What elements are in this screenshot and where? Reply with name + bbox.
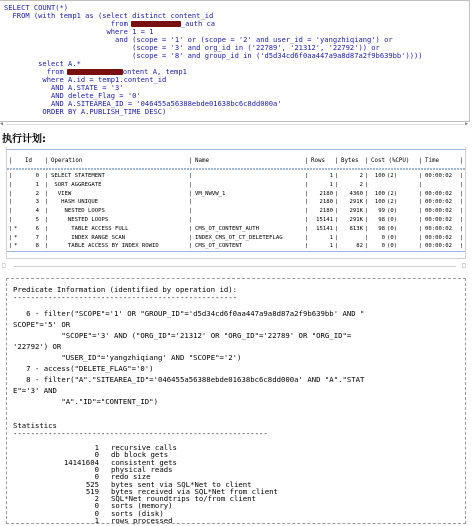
section-divider xyxy=(0,262,470,270)
table-cell: CMS_OT_CONTENT xyxy=(195,243,243,250)
table-cell: CMS_OT_CONTENT_AUTH xyxy=(195,225,259,232)
sql-line: from ontent A, temp1 xyxy=(4,67,187,76)
col-bytes: Bytes xyxy=(341,158,359,164)
sql-line: (scope = '3' and org_id in ('22789', '21312', '22792')) or xyxy=(4,43,380,52)
table-cell: 15141 xyxy=(316,225,333,232)
table-cell: 291K xyxy=(349,217,363,223)
statistics-underline: ---------------------------------------------------------- xyxy=(13,429,268,438)
predicate-title: Predicate Information (identified by operation id): xyxy=(13,285,238,294)
table-cell: 15141 xyxy=(316,217,333,223)
table-cell: (2) xyxy=(387,199,398,206)
table-cell: 00:00:02 xyxy=(425,173,452,179)
table-cell: (0) xyxy=(387,217,398,223)
execution-plan-table xyxy=(6,147,466,259)
table-cell: 00:00:02 xyxy=(425,234,452,241)
table-row: | | | | | | | | 3 HASH UNIQUE 2180 291K 100 (2) 00:00:02 xyxy=(9,199,464,206)
col-id: Id xyxy=(25,158,32,164)
table-cell: 1 xyxy=(329,234,333,241)
sql-line: select A.* xyxy=(4,59,81,68)
table-cell: (2) xyxy=(387,173,398,179)
col-operation: Operation xyxy=(51,158,83,164)
table-cell: VM_NWVW_1 xyxy=(195,190,226,197)
table-cell: 8 xyxy=(35,243,39,250)
table-cell: (0) xyxy=(387,208,398,215)
stat-label: SQL*Net roundtrips to/from client xyxy=(111,494,256,504)
stat-value: 0 xyxy=(94,472,99,482)
table-row: | | | | | | | | * 6 TABLE ACCESS FULL CMS_OT_CONTENT_AUTH 15141 813K 98 (0) 00:00:02 xyxy=(9,225,464,232)
table-divider xyxy=(7,168,465,170)
table-cell: 1 xyxy=(329,181,333,188)
table-cell: TABLE ACCESS FULL xyxy=(51,225,129,232)
table-cell: 1 xyxy=(329,173,333,179)
handle-icon[interactable]: □ xyxy=(2,262,6,269)
stat-label: sorts (disk) xyxy=(111,508,164,518)
stat-value: 525 xyxy=(85,479,99,489)
table-cell: SELECT STATEMENT xyxy=(51,173,105,179)
predicate-marker: * xyxy=(14,234,18,241)
table-cell: 100 xyxy=(374,173,385,179)
table-cell: 2180 xyxy=(319,199,333,206)
table-cell: (0) xyxy=(387,234,398,241)
table-cell: (0) xyxy=(387,243,398,250)
predicate-info-panel xyxy=(6,278,466,524)
predicate-line: "A"."ID"="CONTENT_ID") xyxy=(13,397,158,406)
sql-line: AND delete_Flag = '0' xyxy=(4,91,141,100)
table-row: | | | | | | | | 2 VIEW VM_NWVW_1 2180 4360 100 (2) 00:00:02 xyxy=(9,190,464,197)
stat-label: bytes received via SQL*Net from client xyxy=(111,486,278,496)
table-cell: 1 xyxy=(35,181,39,188)
sql-line: (scope = '8' and group_id in ('d5d34cd6f0aa447a9a8d87a2f9b639bb')))) xyxy=(4,51,423,60)
predicate-line: SCOPE"='5' OR xyxy=(13,320,71,329)
table-cell: 00:00:02 xyxy=(425,217,452,223)
table-cell: 4360 xyxy=(349,190,363,197)
table-cell: 00:00:02 xyxy=(425,208,452,215)
table-cell: NESTED LOOPS xyxy=(51,217,109,223)
sql-line: FROM (with temp1 as (select distinct content_id xyxy=(4,11,214,20)
table-cell: 0 xyxy=(381,243,385,250)
stat-label: consistent gets xyxy=(111,457,177,467)
scroll-right-icon[interactable]: ▶ xyxy=(465,121,469,127)
handle-icon[interactable]: □ xyxy=(462,262,466,269)
sql-editor-panel[interactable] xyxy=(0,0,470,122)
stat-value: 0 xyxy=(94,508,99,518)
sql-line: where A.id = temp1.content_id xyxy=(4,75,167,84)
col-rows: Rows xyxy=(311,158,325,164)
table-cell: 100 xyxy=(374,190,385,197)
col-cost: Cost (%CPU) xyxy=(371,158,410,164)
predicate-line: "SCOPE"='3' AND ("ORG_ID"='21312' OR "ORG_ID"='22789' OR "ORG_ID"= xyxy=(13,331,352,340)
sql-line: AND A.STATE = '3' xyxy=(4,83,124,92)
table-row: | | | | | | | | 1 SORT AGGREGATE 1 2 xyxy=(9,181,464,188)
sql-line: SELECT COUNT(*) xyxy=(4,3,69,12)
stat-label: db block gets xyxy=(111,450,169,460)
table-row: | | | | | | | | 0 SELECT STATEMENT 1 2 100 (2) 00:00:02 xyxy=(9,173,464,179)
table-cell: 2 xyxy=(35,190,39,197)
table-row: | | | | | | | | * 8 TABLE ACCESS BY INDEX ROWID CMS_OT_CONTENT 1 82 0 (0) 00:00:02 xyxy=(9,243,464,250)
predicate-line: 8 - filter("A"."SITEAREA_ID"='046455a56388ebde01638bc6c8dd000a' AND "A"."STAT xyxy=(13,375,365,384)
table-cell: 99 xyxy=(378,208,385,215)
table-cell: 2180 xyxy=(319,190,333,197)
statistics-title: Statistics xyxy=(13,421,57,430)
stat-label: bytes sent via SQL*Net to client xyxy=(111,479,252,489)
predicate-line: '22792') OR xyxy=(13,342,62,351)
table-cell: 2180 xyxy=(319,208,333,215)
stat-value: 14141604 xyxy=(63,457,99,467)
table-cell: 3 xyxy=(35,199,39,206)
stat-label: redo size xyxy=(111,472,151,482)
table-cell: (2) xyxy=(387,190,398,197)
predicate-line: 7 - access("DELETE_FLAG"='0') xyxy=(13,364,154,373)
stat-value: 1 xyxy=(94,443,99,452)
table-cell: 00:00:02 xyxy=(425,243,452,250)
sql-line: from _auth ca xyxy=(4,19,216,28)
table-cell: 00:00:02 xyxy=(425,190,452,197)
stat-value: 1 xyxy=(94,516,99,525)
table-cell: HASH UNIQUE xyxy=(51,199,99,206)
stat-value: 2 xyxy=(94,494,99,504)
table-cell: 100 xyxy=(374,199,385,206)
predicate-line: E"='3' AND xyxy=(13,386,57,395)
col-name: Name xyxy=(195,158,209,164)
predicate-underline: --------------------------------------------------- xyxy=(13,293,238,302)
table-cell: 2 xyxy=(359,173,363,179)
table-cell: 2 xyxy=(359,181,363,188)
table-cell: 5 xyxy=(35,217,39,223)
table-cell: 00:00:02 xyxy=(425,225,452,232)
predicate-marker: * xyxy=(14,243,18,250)
scroll-left-icon[interactable]: ◀ xyxy=(0,121,4,127)
table-cell: 82 xyxy=(356,243,363,250)
sql-line: AND A.SITEAREA_ID = '046455a56388ebde01638bc6c8dd000a' xyxy=(4,99,282,108)
scroll-track[interactable] xyxy=(6,124,464,125)
table-cell: 98 xyxy=(378,217,385,223)
table-cell: TABLE ACCESS BY INDEX ROWID xyxy=(51,243,159,250)
table-cell: 00:00:02 xyxy=(425,199,452,206)
horizontal-scrollbar[interactable] xyxy=(0,122,470,127)
stat-label: rows processed xyxy=(111,516,173,525)
table-cell: (0) xyxy=(387,225,398,232)
sql-line: where 1 = 1 xyxy=(4,27,154,36)
col-time: Time xyxy=(425,158,439,164)
stat-value: 0 xyxy=(94,450,99,460)
table-row: | | | | | | | | * 7 INDEX RANGE SCAN INDEX_CMS_OT_CT_DELETEFLAG 1 0 (0) 00:00:02 xyxy=(9,234,464,241)
table-header-row: | Id | Operation | Name | Rows | Bytes | Cost (%CPU) | Time | xyxy=(9,158,464,164)
table-cell: 0 xyxy=(35,173,39,179)
predicate-line: "USER_ID"='yangzhiqiang' AND "SCOPE"='2') xyxy=(13,353,242,362)
table-cell: 1 xyxy=(329,243,333,250)
section-heading: 执行计划: xyxy=(2,134,46,145)
stat-value: 0 xyxy=(94,501,99,511)
table-rule xyxy=(7,251,465,252)
table-cell: 7 xyxy=(35,234,39,241)
stat-label: physical reads xyxy=(111,464,173,474)
stat-value: 519 xyxy=(85,486,99,496)
table-cell: 291K xyxy=(349,208,363,215)
table-cell: INDEX RANGE SCAN xyxy=(51,234,126,241)
table-cell: 98 xyxy=(378,225,385,232)
predicate-marker: * xyxy=(14,225,18,232)
predicate-line: 6 - filter("SCOPE"='1' OR "GROUP_ID"='d5d34cd6f0aa447a9a8d87a2f9b639bb' AND " xyxy=(13,309,365,318)
table-row: | | | | | | | | 5 NESTED LOOPS 15141 291K 98 (0) 00:00:02 xyxy=(9,217,464,223)
table-cell: NESTED LOOPS xyxy=(51,208,105,215)
stat-label: sorts (memory) xyxy=(111,501,173,511)
table-cell: SORT AGGREGATE xyxy=(51,181,102,188)
table-cell: 4 xyxy=(35,208,39,215)
sql-line: ORDER BY A.PUBLISH_TIME DESC) xyxy=(4,107,167,116)
table-cell: 291K xyxy=(349,199,363,206)
table-cell: 6 xyxy=(35,225,39,232)
stat-value: 0 xyxy=(94,464,99,474)
sql-line: and (scope = '1' or (scope = '2' and user_id = 'yangzhiqiang') or xyxy=(4,35,393,44)
table-cell: 0 xyxy=(381,234,385,241)
stat-label: recursive calls xyxy=(111,443,177,452)
table-rule xyxy=(7,149,465,150)
table-cell: 813K xyxy=(349,225,363,232)
table-row: | | | | | | | | 4 NESTED LOOPS 2180 291K 99 (0) 00:00:02 xyxy=(9,208,464,215)
table-cell: INDEX_CMS_OT_CT_DELETEFLAG xyxy=(195,234,283,241)
table-cell: VIEW xyxy=(51,190,72,197)
